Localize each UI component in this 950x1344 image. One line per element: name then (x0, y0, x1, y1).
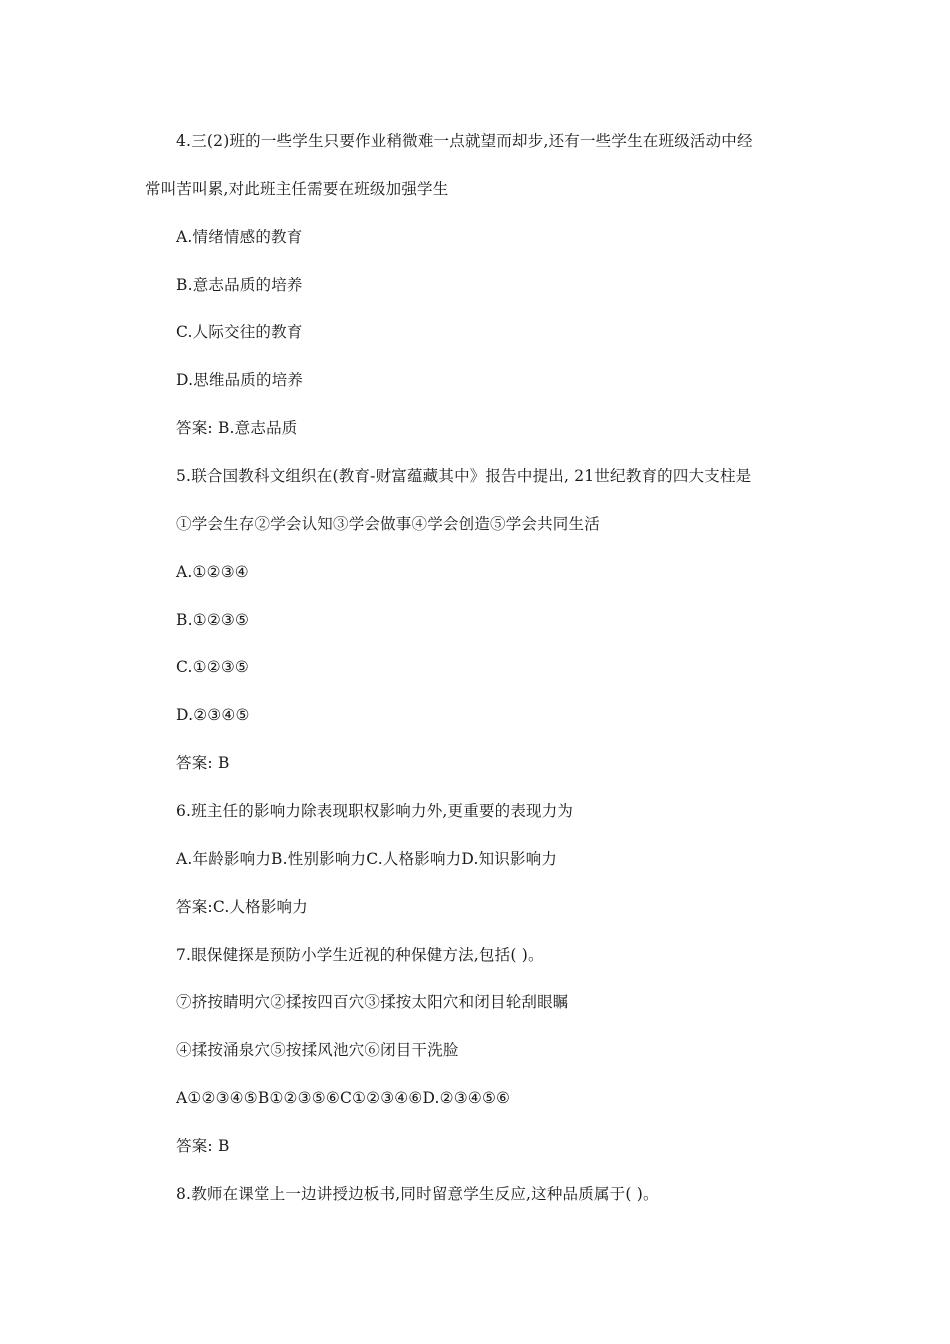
question-7-stem: 7.眼保健探是预防小学生近视的种保健方法,包括( )。 (176, 946, 544, 964)
question-7-options: A①②③④⑤B①②③⑤⑥C①②③④⑥D.②③④⑤⑥ (176, 1089, 511, 1107)
question-5-option-a: A.①②③④ (176, 563, 249, 581)
question-4-stem-line-2: 常叫苦叫累,对此班主任需要在班级加强学生 (145, 180, 449, 198)
question-5-answer: 答案: B (176, 754, 230, 772)
question-5-stem: 5.联合国教科文组织在(教育-财富蕴藏其中》报告中提出, 21世纪教育的四大支柱是 (176, 467, 752, 485)
question-4-stem-line-1: 4.三(2)班的一些学生只要作业稍微难一点就望而却步,还有一些学生在班级活动中经 (176, 132, 753, 150)
question-4-option-c: C.人际交往的教育 (176, 323, 303, 341)
question-8-stem: 8.教师在课堂上一边讲授边板书,同时留意学生反应,这种品质属于( )。 (176, 1185, 659, 1203)
question-6-stem: 6.班主任的影响力除表现职权影响力外,更重要的表现力为 (176, 802, 574, 820)
question-5-option-c: C.①②③⑤ (176, 658, 250, 676)
question-4-option-a: A.情绪情感的教育 (176, 228, 303, 246)
question-5-option-b: B.①②③⑤ (176, 611, 250, 629)
question-6-answer: 答案:C.人格影响力 (176, 898, 308, 916)
question-6-options: A.年龄影响力B.性别影响力C.人格影响力D.知识影响力 (176, 850, 558, 868)
question-4-option-d: D.思维品质的培养 (176, 371, 304, 389)
question-5-option-d: D.②③④⑤ (176, 706, 250, 724)
question-7-items-line-2: ④揉按涌泉穴⑤按揉风池穴⑥闭目干洗脸 (176, 1041, 459, 1059)
question-5-items: ①学会生存②学会认知③学会做事④学会创造⑤学会共同生活 (176, 515, 600, 533)
question-4-option-b: B.意志品质的培养 (176, 276, 303, 294)
question-4-answer: 答案: B.意志品质 (176, 419, 298, 437)
question-7-items-line-1: ⑦挤按睛明穴②揉按四百穴③揉按太阳穴和闭目轮刮眼瞩 (176, 993, 569, 1011)
question-7-answer: 答案: B (176, 1137, 230, 1155)
